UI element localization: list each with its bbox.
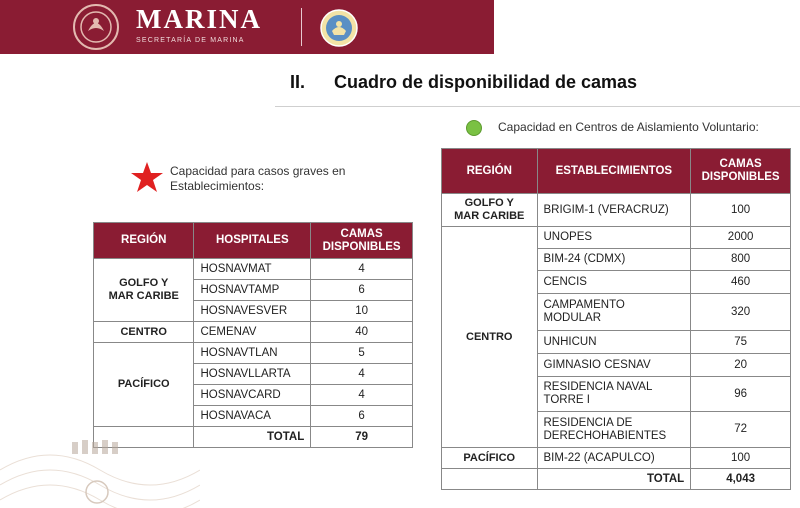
coat-of-arms-icon <box>72 3 120 51</box>
green-dot-icon <box>466 120 482 136</box>
beds-value: 96 <box>691 377 791 412</box>
beds-value: 100 <box>691 448 791 469</box>
table-row <box>442 448 791 469</box>
beds-value: 460 <box>691 271 791 294</box>
beds-value: 4 <box>311 259 413 280</box>
header-region: REGIÓN <box>442 149 538 194</box>
header-region: REGIÓN <box>94 223 194 259</box>
legend-severe-text-line2: Establecimientos: <box>170 179 265 193</box>
region-cell: GOLFO Y MAR CARIBE <box>94 259 194 322</box>
beds-value: 100 <box>691 194 791 227</box>
total-spacer <box>442 469 538 490</box>
establishment-name: UNOPES <box>537 227 691 249</box>
table-row <box>94 322 413 343</box>
header-beds: CAMAS DISPONIBLES <box>691 149 791 194</box>
title-divider <box>275 106 800 107</box>
red-star-icon <box>130 161 164 193</box>
header-beds: CAMAS DISPONIBLES <box>311 223 413 259</box>
establishment-name: CAMPAMENTO MODULAR <box>537 294 691 331</box>
establishment-name: BIM-22 (ACAPULCO) <box>537 448 691 469</box>
brand-subtitle: SECRETARÍA DE MARINA <box>136 37 245 44</box>
total-row <box>442 469 791 490</box>
table-row <box>94 343 413 364</box>
table-header-row <box>94 223 413 259</box>
header-establishments: ESTABLECIMIENTOS <box>537 149 691 194</box>
table-row <box>94 259 413 280</box>
brand-title: MARINA <box>136 4 262 34</box>
total-value: 79 <box>311 427 413 448</box>
region-cell: GOLFO Y MAR CARIBE <box>442 194 538 227</box>
hospital-name: HOSNAVLLARTA <box>194 364 311 385</box>
establishment-name: UNHICUN <box>537 331 691 354</box>
beds-value: 6 <box>311 406 413 427</box>
region-cell: PACÍFICO <box>94 343 194 427</box>
establishment-name: GIMNASIO CESNAV <box>537 354 691 377</box>
beds-value: 40 <box>311 322 413 343</box>
hospital-name: HOSNAVTLAN <box>194 343 311 364</box>
hospital-name: HOSNAVCARD <box>194 385 311 406</box>
table-header-row <box>442 149 791 194</box>
legend-isolation-centers <box>466 120 759 136</box>
total-value: 4,043 <box>691 469 791 490</box>
establishment-name: BIM-24 (CDMX) <box>537 249 691 271</box>
header-banner <box>0 0 494 54</box>
total-label: TOTAL <box>194 427 311 448</box>
establishment-name: RESIDENCIA DE DERECHOHABIENTES <box>537 412 691 448</box>
header-hospitals: HOSPITALES <box>194 223 311 259</box>
beds-value: 320 <box>691 294 791 331</box>
beds-value: 800 <box>691 249 791 271</box>
beds-value: 4 <box>311 364 413 385</box>
establishment-name: CENCIS <box>537 271 691 294</box>
decorative-watermark-icon <box>0 440 200 508</box>
table-row <box>442 227 791 249</box>
page-title: Cuadro de disponibilidad de camas <box>334 72 638 92</box>
region-cell: CENTRO <box>94 322 194 343</box>
banner-divider <box>301 8 302 46</box>
navy-seal-icon <box>320 9 358 47</box>
establishment-name: BRIGIM-1 (VERACRUZ) <box>537 194 691 227</box>
hospital-name: HOSNAVTAMP <box>194 280 311 301</box>
establishment-name: RESIDENCIA NAVAL TORRE I <box>537 377 691 412</box>
beds-value: 6 <box>311 280 413 301</box>
legend-severe-text-line1: Capacidad para casos graves en <box>170 164 346 178</box>
beds-value: 72 <box>691 412 791 448</box>
beds-value: 5 <box>311 343 413 364</box>
hospital-name: HOSNAVACA <box>194 406 311 427</box>
beds-value: 10 <box>311 301 413 322</box>
isolation-centers-table <box>441 148 791 490</box>
hospital-name: HOSNAVESVER <box>194 301 311 322</box>
hospital-name: CEMENAV <box>194 322 311 343</box>
beds-value: 4 <box>311 385 413 406</box>
beds-value: 75 <box>691 331 791 354</box>
beds-value: 20 <box>691 354 791 377</box>
hospital-name: HOSNAVMAT <box>194 259 311 280</box>
beds-value: 2000 <box>691 227 791 249</box>
total-label: TOTAL <box>537 469 691 490</box>
table-row <box>442 194 791 227</box>
region-cell: CENTRO <box>442 227 538 448</box>
region-cell: PACÍFICO <box>442 448 538 469</box>
hospitals-table <box>93 222 413 448</box>
section-number: II. <box>290 72 306 92</box>
legend-isolation-text: Capacidad en Centros de Aislamiento Voluntario: <box>498 120 759 135</box>
